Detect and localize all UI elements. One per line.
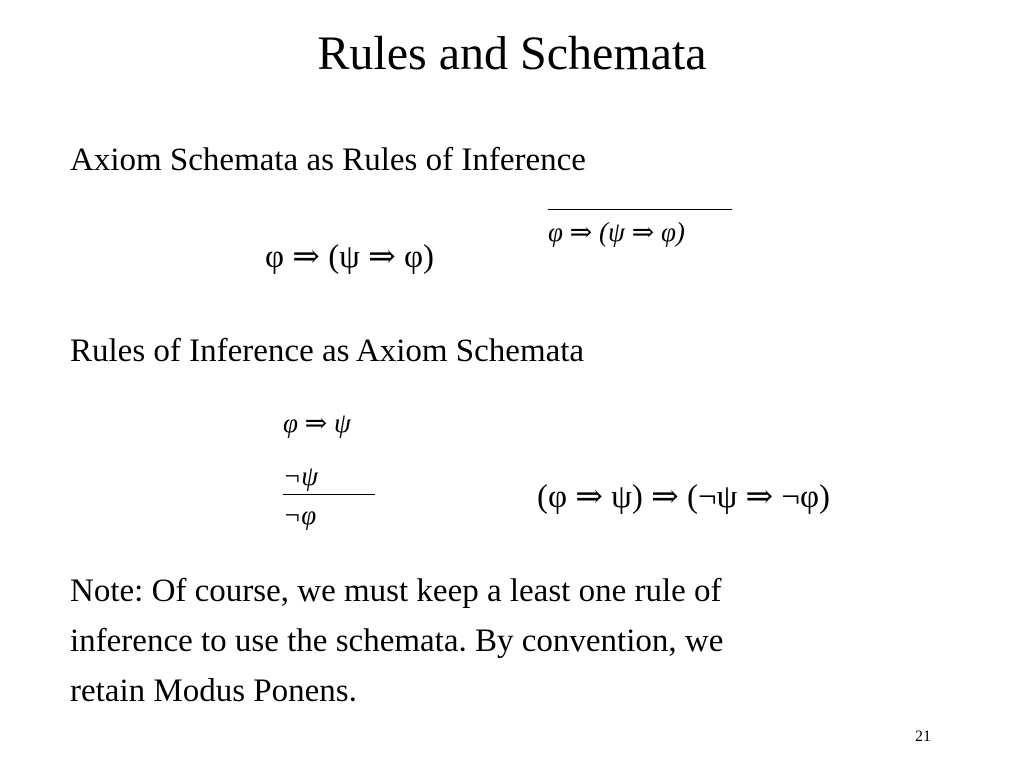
note-line: inference to use the schemata. By convention, we [70,623,724,659]
inference-bar [283,494,375,495]
inference-bar [548,209,732,210]
axiom-formula: φ ⇒ (ψ ⇒ φ) [265,239,435,275]
section-heading-axiom-schemata: Axiom Schemata as Rules of Inference [70,142,586,178]
rule-conclusion: φ ⇒ (ψ ⇒ φ) [548,217,685,247]
section-heading-rules-of-inference: Rules of Inference as Axiom Schemata [70,333,585,369]
slide-title: Rules and Schemata [317,27,707,80]
note-paragraph [70,566,950,716]
page-number: 21 [915,728,931,745]
rule-premise-2: ¬ψ [283,461,318,491]
note-line: retain Modus Ponens. [70,673,357,709]
contraposition-axiom-formula: (φ ⇒ ψ) ⇒ (¬ψ ⇒ ¬φ) [537,479,831,515]
inference-rule-modus-tollens [283,407,375,531]
inference-rule-no-premise [548,209,732,248]
rule-conclusion: ¬φ [283,500,317,530]
note-line: Note: Of course, we must keep a least one rule of [70,573,722,609]
rule-premise-1: φ ⇒ ψ [283,408,351,438]
